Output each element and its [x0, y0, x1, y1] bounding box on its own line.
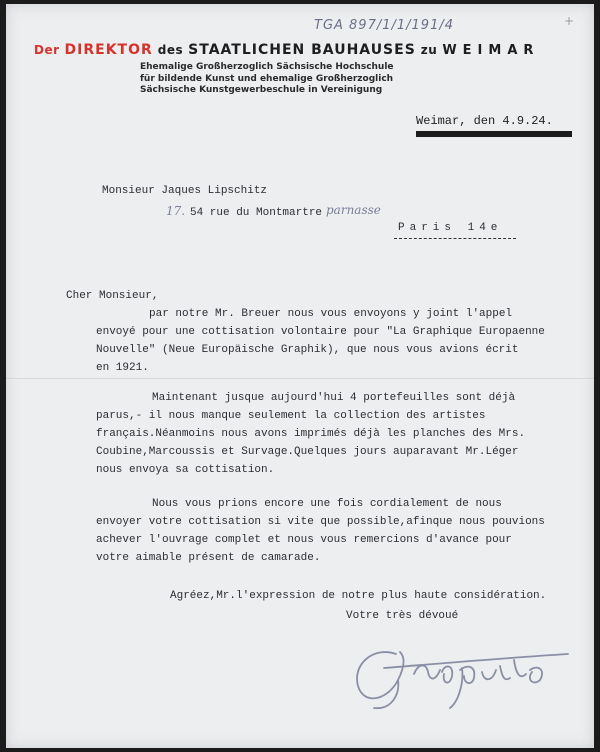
archive-reference: TGA 897/1/1/191/4 [314, 18, 454, 33]
salutation: Cher Monsieur, [66, 290, 159, 302]
letterhead-zu: zu [420, 43, 438, 57]
paragraph-line: en 1921. [96, 362, 149, 374]
recipient-street: 54 rue du Montmartre [190, 207, 323, 219]
letterhead-subtitle [140, 62, 394, 97]
letterhead-der: Der [34, 43, 60, 57]
signature-image [344, 624, 574, 714]
closing-line: Agréez,Mr.l'expression de notre plus haute considération. [170, 590, 547, 602]
street-handwritten-correction: parnasse [326, 203, 381, 217]
letterhead-des: des [157, 43, 184, 57]
letter-date: Weimar, den 4.9.24. [416, 114, 553, 128]
paragraph-line: français.Néanmoins nous avons imprimés déjà les planches des Mrs. [96, 428, 526, 440]
paragraph-line: Coubine,Marcoussis et Survage.Quelques jours auparavant Mr.Léger [96, 446, 519, 458]
letter-page [6, 4, 594, 748]
paragraph-line: nous envoya sa cottisation. [96, 464, 275, 476]
signoff: Votre très dévoué [346, 610, 459, 622]
paragraph-line: Maintenant jusque aujourd'hui 4 portefeuilles sont déjà [152, 392, 516, 404]
paper-fold [6, 378, 594, 380]
date-underline-bar [416, 131, 572, 137]
paragraph-line: envoyé pour une cottisation volontaire pour "La Graphique Europaenne [96, 326, 545, 338]
recipient-name: Monsieur Jaques Lipschitz [102, 185, 268, 197]
paragraph-line: Nouvelle" (Neue Europäische Graphik), que nous vous avions écrit [96, 344, 519, 356]
street-number-correction: 17. [166, 204, 186, 218]
letterhead-staatlichen: STAATLICHEN BAUHAUSES [188, 42, 416, 58]
paragraph-line: parus,- il nous manque seulement la collection des artistes [96, 410, 486, 422]
subtitle-line: für bildende Kunst und ehemalige Großherzoglich [140, 73, 394, 84]
corner-mark: + [564, 14, 575, 28]
letterhead [34, 42, 579, 58]
paragraph-line: par notre Mr. Breuer nous vous envoyons y joint l'appel [149, 308, 513, 320]
paragraph-line: votre aimable présent de camarade. [96, 552, 321, 564]
recipient-city: Paris 14e [398, 222, 503, 234]
paragraph-line: Nous vous prions encore une fois cordialement de nous [152, 498, 502, 510]
subtitle-line: Sächsische Kunstgewerbeschule in Vereinigung [140, 85, 383, 95]
letterhead-weimar: WEIMAR [442, 43, 540, 58]
subtitle-line: Ehemalige Großherzoglich Sächsische Hochschule [140, 62, 394, 72]
paragraph-line: achever l'ouvrage complet et nous vous remercions d'avance pour [96, 534, 512, 546]
paragraph-line: envoyer votre cottisation si vite que possible,afinque nous pouvions [96, 516, 545, 528]
city-underline [394, 238, 516, 239]
letterhead-direktor: DIREKTOR [64, 42, 153, 58]
